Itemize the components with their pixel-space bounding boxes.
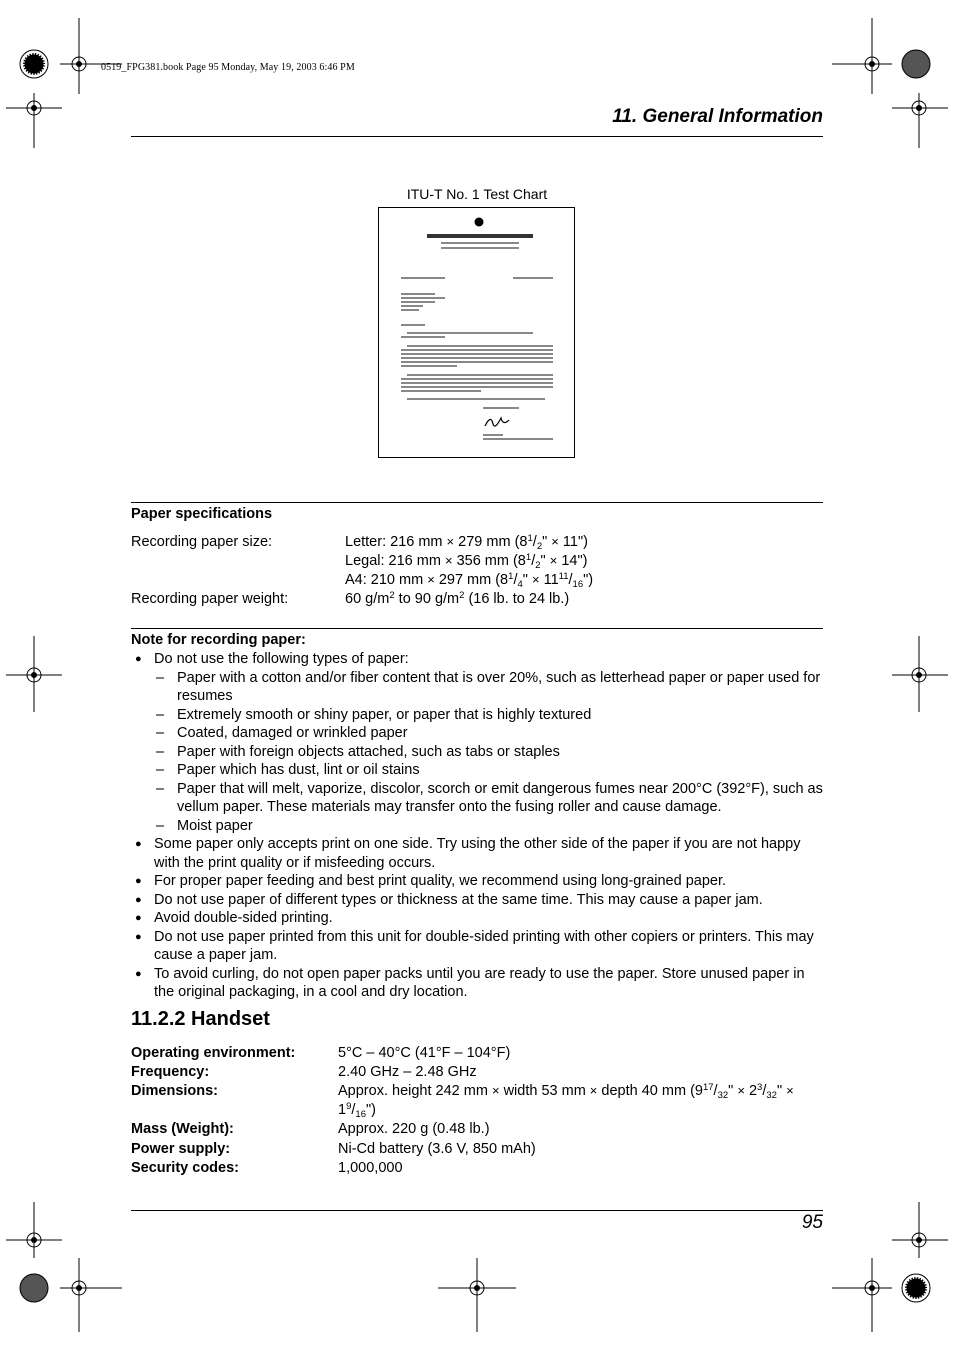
list-item: – Moist paper <box>156 817 253 834</box>
power-supply-label: Power supply: <box>131 1141 231 1157</box>
list-item: ● Avoid double-sided printing. <box>135 910 333 926</box>
starburst-icon <box>20 50 48 78</box>
handset-section-title: 11.2.2 Handset <box>131 1008 270 1030</box>
bullet-icon: ● <box>135 912 142 924</box>
starburst-icon <box>902 1274 930 1302</box>
paper-specifications-heading: Paper specifications <box>131 506 273 522</box>
mass-value: Approx. 220 g (0.48 lb.) <box>338 1121 490 1137</box>
list-item: – Extremely smooth or shiny paper, or paper that is highly textured <box>156 706 592 723</box>
crosshair-icon <box>60 1258 122 1332</box>
crosshair-icon <box>832 1258 892 1332</box>
list-item: – Paper which has dust, lint or oil stains <box>156 762 420 778</box>
operating-environment-label: Operating environment: <box>131 1045 296 1061</box>
paper-weight-value: 60 $g/m^2$ to 90 $g/m^2$ (16 lb. to 24 lb.) <box>345 590 570 607</box>
list-item: – Paper with a cotton and/or fiber content that is over 20%, such as letterhead paper or paper used for resumes <box>156 669 821 704</box>
page-number: 95 <box>801 1212 823 1233</box>
crosshair-icon <box>892 93 948 148</box>
crosshair-icon <box>892 1202 948 1258</box>
test-chart-caption: ITU-T No. 1 Test Chart <box>406 186 548 202</box>
crosshair-icon <box>438 1258 516 1332</box>
paper-size-legal: Legal: 216 mm × 356 mm ($8^1/_2$" × 14") <box>345 552 588 571</box>
starburst-icon <box>902 50 930 78</box>
bullet-icon: ● <box>135 930 142 943</box>
frequency-label: Frequency: <box>131 1064 210 1080</box>
security-codes-label: Security codes: <box>131 1160 239 1176</box>
header-divider <box>131 136 823 137</box>
bullet-icon: ● <box>135 653 142 665</box>
note-heading: Note for recording paper: <box>131 632 306 648</box>
bullet-icon: ● <box>135 838 142 850</box>
chapter-title: 11. General Information <box>612 106 823 127</box>
list-item: ● Some paper only accepts print on one side. Try using the other side of the paper if you are not happy with the print quality or if misfeeding occurs. <box>135 836 801 871</box>
dash-icon: – <box>156 817 165 834</box>
dash-icon: – <box>156 743 165 760</box>
bullet-icon: ● <box>135 967 142 980</box>
footer-divider <box>131 1210 823 1211</box>
dimensions-value: Approx. height 242 mm × width 53 mm × depth 40 mm ($9^{17}/_{32}$" × $2^3/_{32}$" × $1^9/_{16}$") <box>338 1082 794 1120</box>
test-chart-letter-thumbnail <box>379 208 574 457</box>
recording-paper-size-label: Recording paper size: <box>131 534 273 550</box>
print-info: 0519_FPG381.book Page 95 Monday, May 19, 2003 6:46 PM <box>101 62 355 73</box>
section-divider <box>131 502 823 503</box>
crosshair-icon <box>6 1202 62 1258</box>
recording-paper-weight-label: Recording paper weight: <box>131 591 289 607</box>
dash-icon: – <box>156 669 165 686</box>
crosshair-icon <box>6 93 62 148</box>
paper-size-letter: Letter: 216 mm × 279 mm ($8^1/_2$" × 11") <box>345 533 588 552</box>
list-item: ● Do not use the following types of paper: <box>135 651 409 667</box>
frequency-value: 2.40 GHz – 2.48 GHz <box>338 1064 477 1080</box>
list-item: ● For proper paper feeding and best print quality, we recommend using long-grained paper. <box>135 873 727 889</box>
test-chart-image <box>378 207 575 458</box>
crosshair-icon <box>832 18 892 94</box>
paper-size-a4: A4: 210 mm × 297 mm ($8^1/_4$" × $11^{11}/_{16}$") <box>345 571 594 590</box>
list-item: – Paper with foreign objects attached, such as tabs or staples <box>156 743 560 760</box>
operating-environment-value: 5°C – 40°C (41°F – 104°F) <box>338 1045 511 1061</box>
list-item: ● To avoid curling, do not open paper packs until you are ready to use the paper. Store unused paper in the original packaging, in a cool and dry location. <box>135 965 805 1000</box>
dimensions-label: Dimensions: <box>131 1083 219 1099</box>
dash-icon: – <box>156 706 165 723</box>
bullet-icon: ● <box>135 875 142 887</box>
list-item: – Coated, damaged or wrinkled paper <box>156 725 408 741</box>
crosshair-icon <box>892 636 948 712</box>
bullet-icon: ● <box>135 893 142 906</box>
dash-icon: – <box>156 762 165 778</box>
crosshair-icon <box>6 636 62 712</box>
crosshair-icon <box>60 18 122 94</box>
security-codes-value: 1,000,000 <box>338 1160 403 1176</box>
section-divider <box>131 628 823 629</box>
list-item: ● Do not use paper of different types or thickness at the same time. This may cause a paper jam. <box>135 891 763 908</box>
list-item: – Paper that will melt, vaporize, discolor, scorch or emit dangerous fumes near 200°C (392°F), such as vellum paper. These materials may transfer onto the fusing roller and cause damage. <box>156 780 823 815</box>
power-supply-value: Ni-Cd battery (3.6 V, 850 mAh) <box>338 1141 536 1157</box>
note-list <box>131 650 823 1002</box>
dash-icon: – <box>156 780 165 797</box>
dash-icon: – <box>156 725 165 741</box>
starburst-icon <box>20 1274 48 1302</box>
list-item: ● Do not use paper printed from this unit for double-sided printing with other copiers or printers. This may cause a paper jam. <box>135 928 814 963</box>
mass-label: Mass (Weight): <box>131 1121 234 1137</box>
